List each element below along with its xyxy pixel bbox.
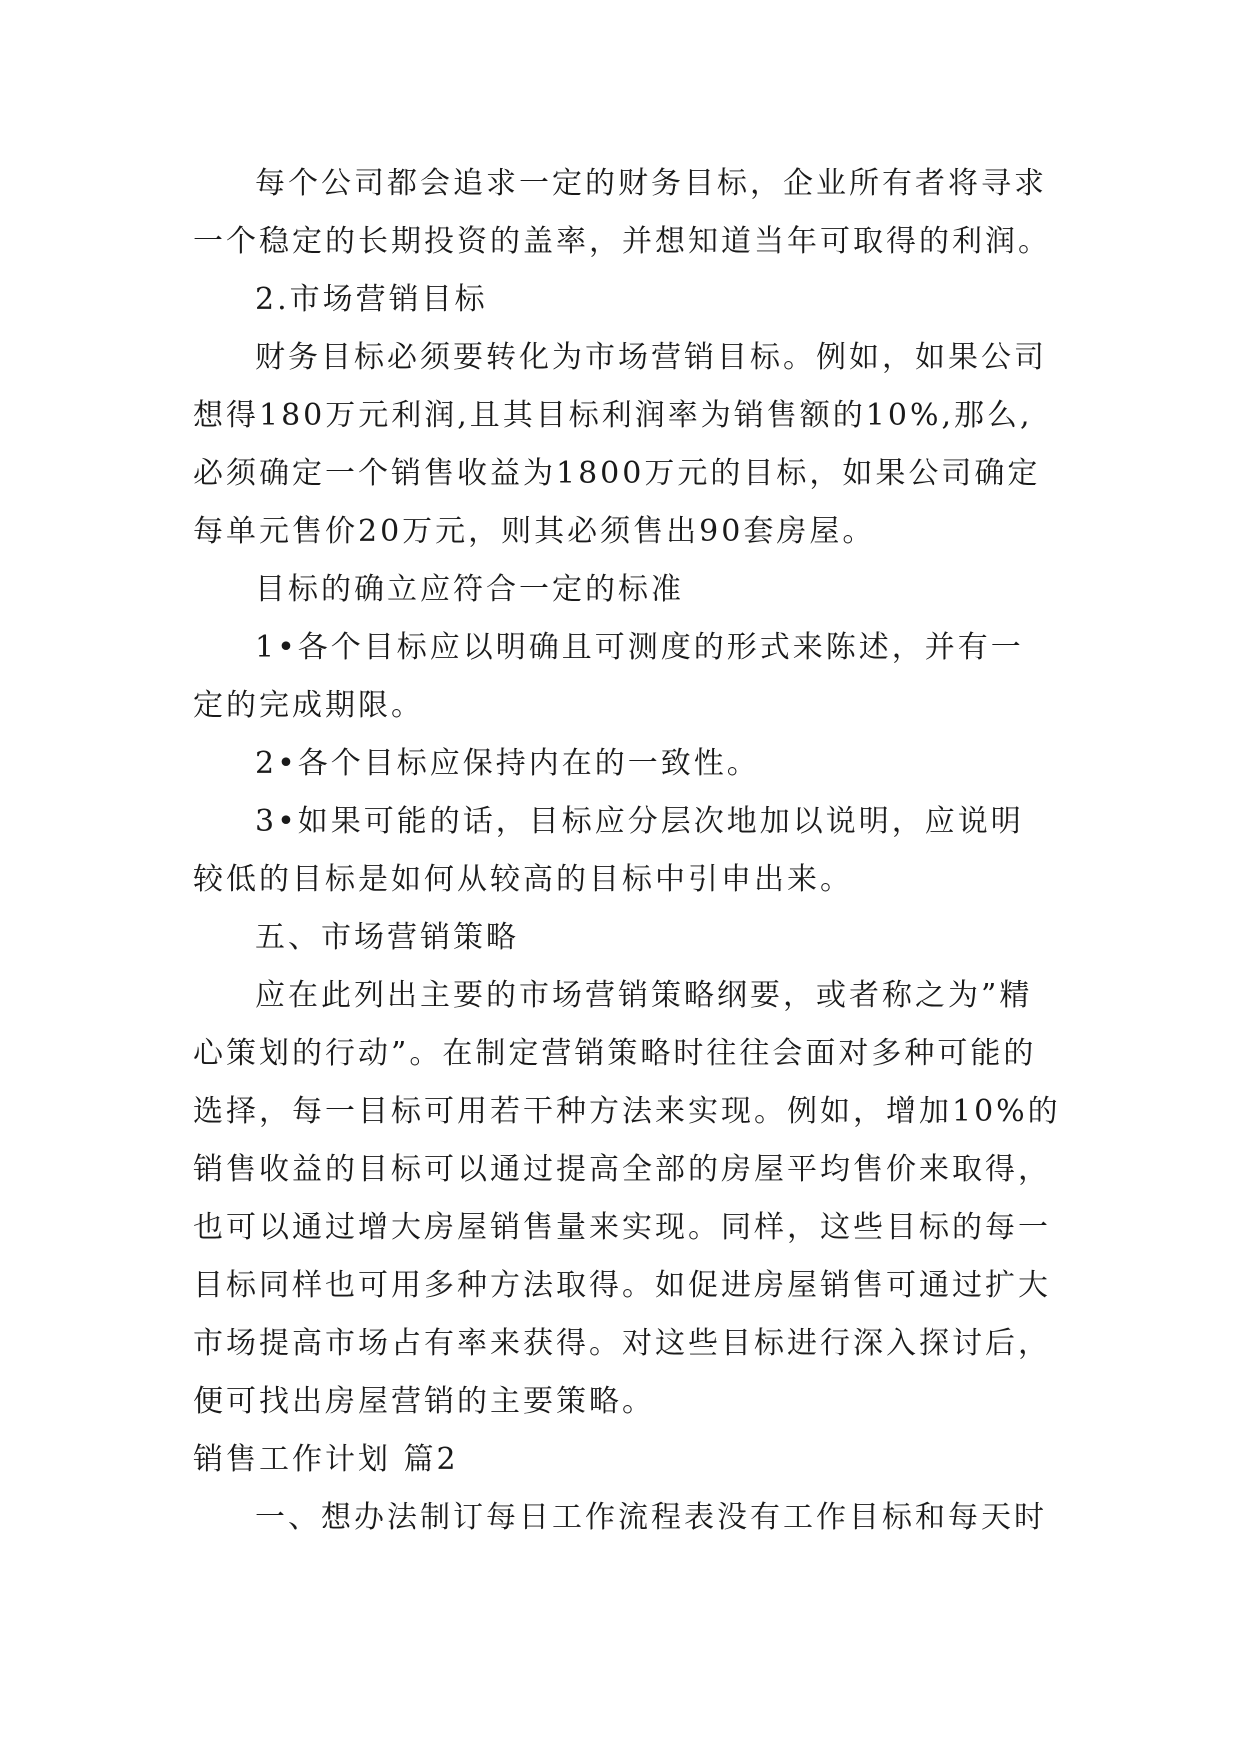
section-heading: 2.市场营销目标 <box>255 282 488 317</box>
list-item-continuation: 较低的目标是如何从较高的目标中引申出来。 <box>193 862 853 897</box>
paragraph-line: 必须确定一个销售收益为1800万元的目标，如果公司确定 <box>193 456 1041 491</box>
paragraph-line: 销售收益的目标可以通过提高全部的房屋平均售价来取得， <box>193 1152 1051 1187</box>
section-heading: 五、市场营销策略 <box>255 920 519 955</box>
paragraph-line: 应在此列出主要的市场营销策略纲要，或者称之为”精 <box>255 978 1033 1013</box>
list-item-continuation: 定的完成期限。 <box>193 688 424 723</box>
paragraph-line: 财务目标必须要转化为市场营销目标。例如，如果公司 <box>255 340 1047 375</box>
paragraph-line: 想得180万元利润,且其目标利润率为销售额的10%,那么, <box>193 398 1033 433</box>
paragraph-line: 也可以通过增大房屋销售量来实现。同样，这些目标的每一 <box>193 1210 1051 1245</box>
list-item: 1•各个目标应以明确且可测度的形式来陈述，并有一 <box>255 630 1024 665</box>
paragraph-line: 一、想办法制订每日工作流程表没有工作目标和每天时 <box>255 1500 1047 1535</box>
paragraph-line: 每个公司都会追求一定的财务目标，企业所有者将寻求 <box>255 166 1047 201</box>
paragraph-line: 便可找出房屋营销的主要策略。 <box>193 1384 655 1419</box>
paragraph-line: 目标的确立应符合一定的标准 <box>255 572 684 607</box>
document-section-title: 销售工作计划 篇2 <box>193 1442 459 1477</box>
paragraph-line: 选择，每一目标可用若干种方法来实现。例如，增加10%的 <box>193 1094 1061 1129</box>
list-item: 2•各个目标应保持内在的一致性。 <box>255 746 760 781</box>
paragraph-line: 目标同样也可用多种方法取得。如促进房屋销售可通过扩大 <box>193 1268 1051 1303</box>
paragraph-line: 每单元售价20万元，则其必须售出90套房屋。 <box>193 514 876 549</box>
paragraph-line: 市场提高市场占有率来获得。对这些目标进行深入探讨后， <box>193 1326 1051 1361</box>
list-item: 3•如果可能的话，目标应分层次地加以说明，应说明 <box>255 804 1024 839</box>
paragraph-line: 一个稳定的长期投资的盖率，并想知道当年可取得的利润。 <box>193 224 1051 259</box>
paragraph-line: 心策划的行动”。在制定营销策略时往往会面对多种可能的 <box>193 1036 1037 1071</box>
